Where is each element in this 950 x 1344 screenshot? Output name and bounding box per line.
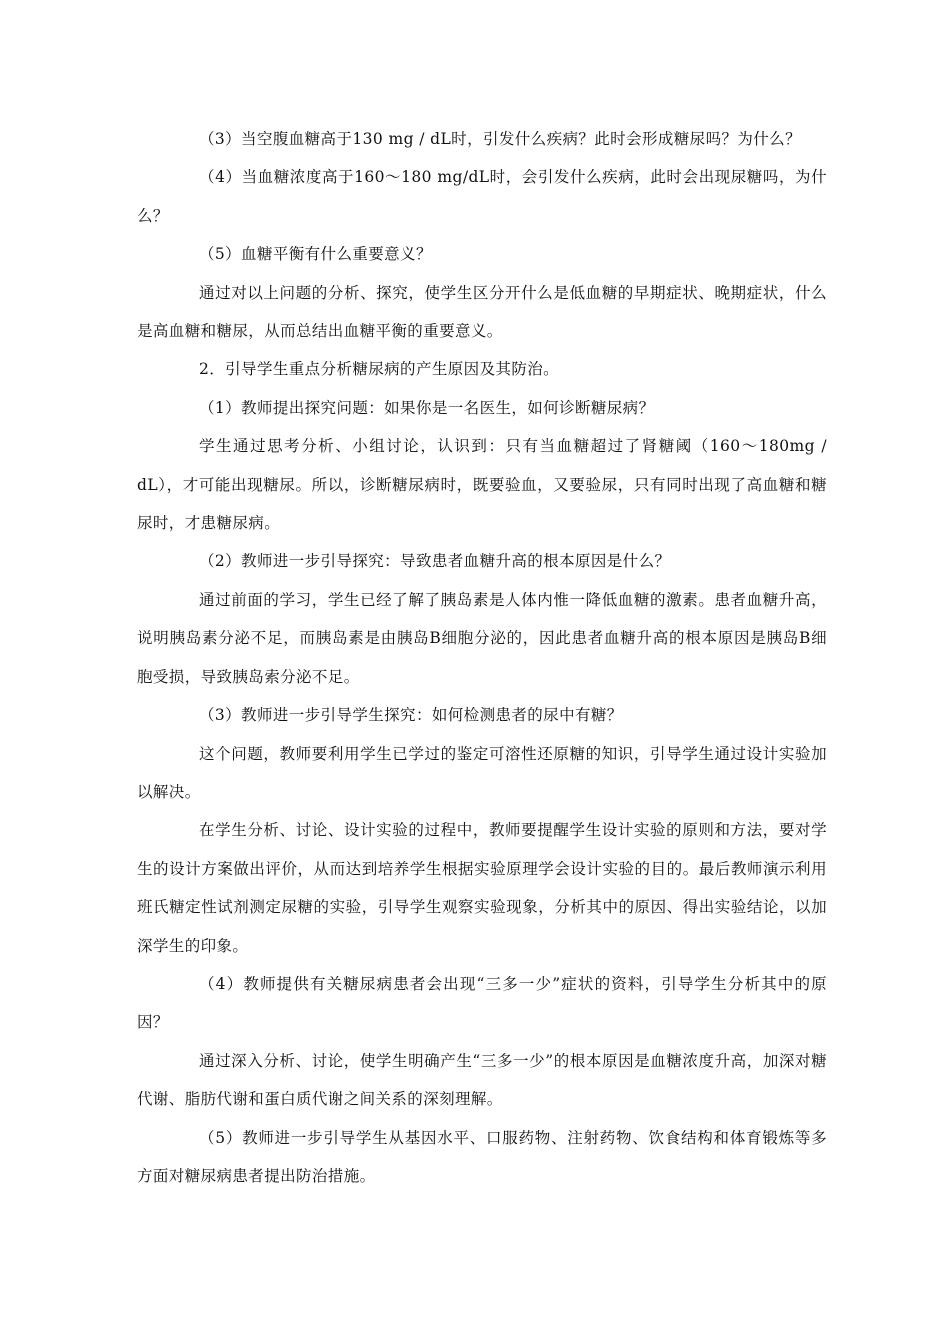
step-1: （1）教师提出探究问题：如果你是一名医生，如何诊断糖尿病？ xyxy=(199,398,655,417)
document-body xyxy=(137,120,827,1195)
question-3: （3）当空腹血糖高于130 mg / dL时，引发什么疾病？此时会形成糖尿吗？为什么？ xyxy=(199,130,801,148)
step-2-answer: 通过前面的学习，学生已经了解了胰岛素是人体内惟一降低血糖的激素。患者血糖升高，说明胰岛素分泌不足，而胰岛素是由胰岛B细胞分泌的，因此患者血糖升高的根本原因是胰岛B细胞受损，导致胰岛索分泌不足。 xyxy=(137,590,827,686)
section-heading-2: 2．引导学生重点分析糖尿病的产生原因及其防治。 xyxy=(199,360,560,379)
step-2: （2）教师进一步引导探究：导致患者血糖升高的根本原因是什么？ xyxy=(199,552,671,571)
step-3-detail: 在学生分析、讨论、设计实验的过程中，教师要提醒学生设计实验的原则和方法，要对学生的设计方案做出评价，从而达到培养学生根据实验原理学会设计实验的目的。最后教师演示利用班氏糖定性试剂测定尿糖的实验，引导学生观察实验现象，分析其中的原因、得出实验结论，以加深学生的印象。 xyxy=(137,821,827,955)
step-1-answer: 学生通过思考分析、小组讨论，认识到：只有当血糖超过了肾糖阈（160～180mg / dL），才可能出现糖尿。所以，诊断糖尿病时，既要验血，又要验尿，只有同时出现了高血糖和糖尿时，才患糖尿病。 xyxy=(137,437,827,533)
question-5: （5）血糖平衡有什么重要意义？ xyxy=(199,245,432,264)
step-5: （5）教师进一步引导学生从基因水平、口服药物、注射药物、饮食结构和体育锻炼等多方面对糖尿病患者提出防治措施。 xyxy=(137,1128,827,1185)
step-4: （4）教师提供有关糖尿病患者会出现“三多一少”症状的资料，引导学生分析其中的原因？ xyxy=(137,974,827,1032)
step-3-answer: 这个问题，教师要利用学生已学过的鉴定可溶性还原糖的知识，引导学生通过设计实验加以解决。 xyxy=(137,744,827,801)
question-4: （4）当血糖浓度高于160～180 mg/dL时，会引发什么疾病，此时会出现尿糖吗，为什么？ xyxy=(137,168,827,225)
step-3: （3）教师进一步引导学生探究：如何检测患者的尿中有糖？ xyxy=(199,706,623,725)
summary-paragraph: 通过对以上问题的分析、探究，使学生区分开什么是低血糖的早期症状、晚期症状，什么是高血糖和糖尿，从而总结出血糖平衡的重要意义。 xyxy=(137,283,827,341)
step-4-answer: 通过深入分析、讨论，使学生明确产生“三多一少”的根本原因是血糖浓度升高，加深对糖代谢、脂肪代谢和蛋白质代谢之间关系的深刻理解。 xyxy=(137,1051,827,1109)
